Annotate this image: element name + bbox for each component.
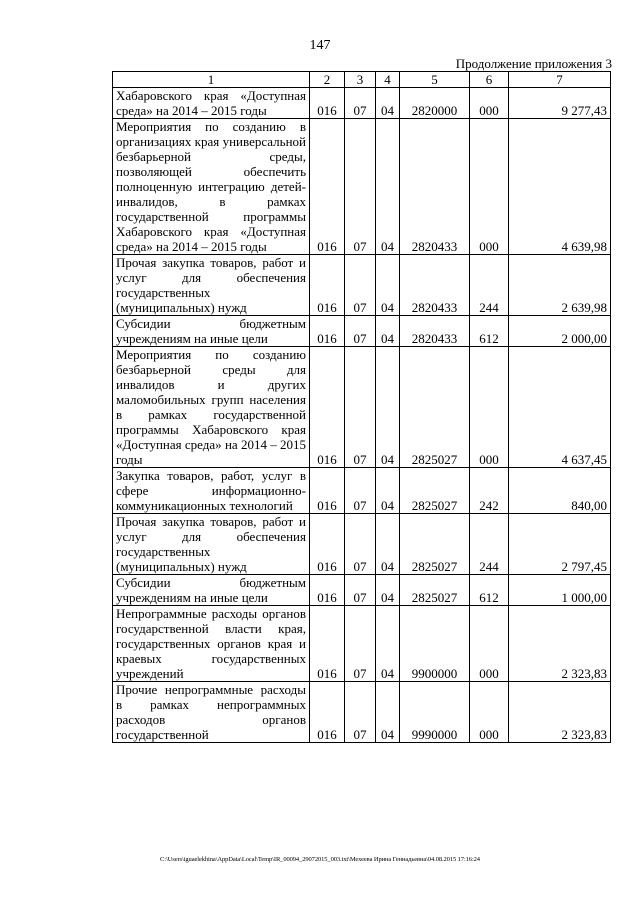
row-expense-type: 612 [470,316,509,347]
row-section-code: 07 [345,575,376,606]
row-target-code: 2825027 [400,347,470,468]
row-ministry-code: 016 [310,255,345,316]
row-ministry-code: 016 [310,514,345,575]
row-subsection-code: 04 [376,347,400,468]
row-amount: 2 797,45 [509,514,611,575]
row-amount: 4 639,98 [509,119,611,255]
row-ministry-code: 016 [310,606,345,682]
row-name: Мероприятия по созданию безбарьерной среды для инвалидов и других маломобильных групп населения в рамках государственной программы Хабаровского края «Доступная среда» на 2014 – 2015 годы [113,347,310,468]
row-ministry-code: 016 [310,468,345,514]
row-target-code: 2820433 [400,119,470,255]
row-subsection-code: 04 [376,606,400,682]
table-row [113,255,611,316]
row-amount: 840,00 [509,468,611,514]
row-subsection-code: 04 [376,88,400,119]
row-expense-type: 000 [470,88,509,119]
row-amount: 9 277,43 [509,88,611,119]
table-row [113,88,611,119]
row-subsection-code: 04 [376,575,400,606]
row-target-code: 2825027 [400,514,470,575]
row-ministry-code: 016 [310,119,345,255]
continuation-label: Продолжение приложения 3 [455,56,612,71]
header-col-4: 4 [376,72,400,88]
row-name: Закупка товаров, работ, услуг в сфере информационно-коммуникационных технологий [113,468,310,514]
row-section-code: 07 [345,119,376,255]
row-name: Мероприятия по созданию в организациях края универсальной безбарьерной среды, позволяющей обеспечить полноценную интеграцию детей-инвалидов, в рамках государственной программы Хабаровского края «Доступная среда» на 2014 – 2015 годы [113,119,310,255]
table-row [113,347,611,468]
row-ministry-code: 016 [310,88,345,119]
row-target-code: 9900000 [400,606,470,682]
page-number: 147 [309,38,331,53]
table-row [113,468,611,514]
row-expense-type: 244 [470,255,509,316]
row-name: Прочая закупка товаров, работ и услуг для обеспечения государственных (муниципальных) нужд [113,514,310,575]
row-ministry-code: 016 [310,347,345,468]
row-target-code: 2820433 [400,255,470,316]
row-expense-type: 000 [470,606,509,682]
header-col-1: 1 [113,72,310,88]
row-section-code: 07 [345,514,376,575]
row-ministry-code: 016 [310,575,345,606]
row-amount: 2 639,98 [509,255,611,316]
row-subsection-code: 04 [376,119,400,255]
table-row [113,575,611,606]
table-row [113,606,611,682]
row-amount: 2 000,00 [509,316,611,347]
table-row [113,316,611,347]
row-section-code: 07 [345,347,376,468]
row-ministry-code: 016 [310,316,345,347]
row-amount: 1 000,00 [509,575,611,606]
table-row [113,682,611,743]
row-target-code: 2825027 [400,575,470,606]
table-row [113,119,611,255]
header-col-3: 3 [345,72,376,88]
row-target-code: 2820000 [400,88,470,119]
row-expense-type: 000 [470,347,509,468]
budget-table [112,71,611,743]
row-section-code: 07 [345,316,376,347]
row-amount: 2 323,83 [509,606,611,682]
row-subsection-code: 04 [376,316,400,347]
row-expense-type: 242 [470,468,509,514]
row-subsection-code: 04 [376,682,400,743]
table-row [113,514,611,575]
row-target-code: 2825027 [400,468,470,514]
row-name: Прочая закупка товаров, работ и услуг для обеспечения государственных (муниципальных) нужд [113,255,310,316]
header-col-7: 7 [509,72,611,88]
footer-file-path: C:\Users\iguaelekhina\AppData\Local\Temp\IR_00094_29072015_003.txt\Мехеева Ирина Геннадьевна\04.08.2015 17:16:24 [160,856,480,863]
row-subsection-code: 04 [376,468,400,514]
row-target-code: 2820433 [400,316,470,347]
row-section-code: 07 [345,468,376,514]
header-col-5: 5 [400,72,470,88]
row-subsection-code: 04 [376,514,400,575]
row-expense-type: 244 [470,514,509,575]
row-section-code: 07 [345,88,376,119]
header-col-2: 2 [310,72,345,88]
row-section-code: 07 [345,606,376,682]
row-section-code: 07 [345,682,376,743]
row-name: Непрограммные расходы органов государственной власти края, государственных органов края и краевых государственных учреждений [113,606,310,682]
row-expense-type: 000 [470,682,509,743]
row-section-code: 07 [345,255,376,316]
table-header-row [113,72,611,88]
row-target-code: 9990000 [400,682,470,743]
row-subsection-code: 04 [376,255,400,316]
row-amount: 4 637,45 [509,347,611,468]
row-ministry-code: 016 [310,682,345,743]
row-name: Прочие непрограммные расходы в рамках непрограммных расходов органов государственной [113,682,310,743]
row-expense-type: 000 [470,119,509,255]
row-name: Хабаровского края «Доступная среда» на 2014 – 2015 годы [113,88,310,119]
row-expense-type: 612 [470,575,509,606]
row-amount: 2 323,83 [509,682,611,743]
row-name: Субсидии бюджетным учреждениям на иные цели [113,575,310,606]
header-col-6: 6 [470,72,509,88]
row-name: Субсидии бюджетным учреждениям на иные цели [113,316,310,347]
